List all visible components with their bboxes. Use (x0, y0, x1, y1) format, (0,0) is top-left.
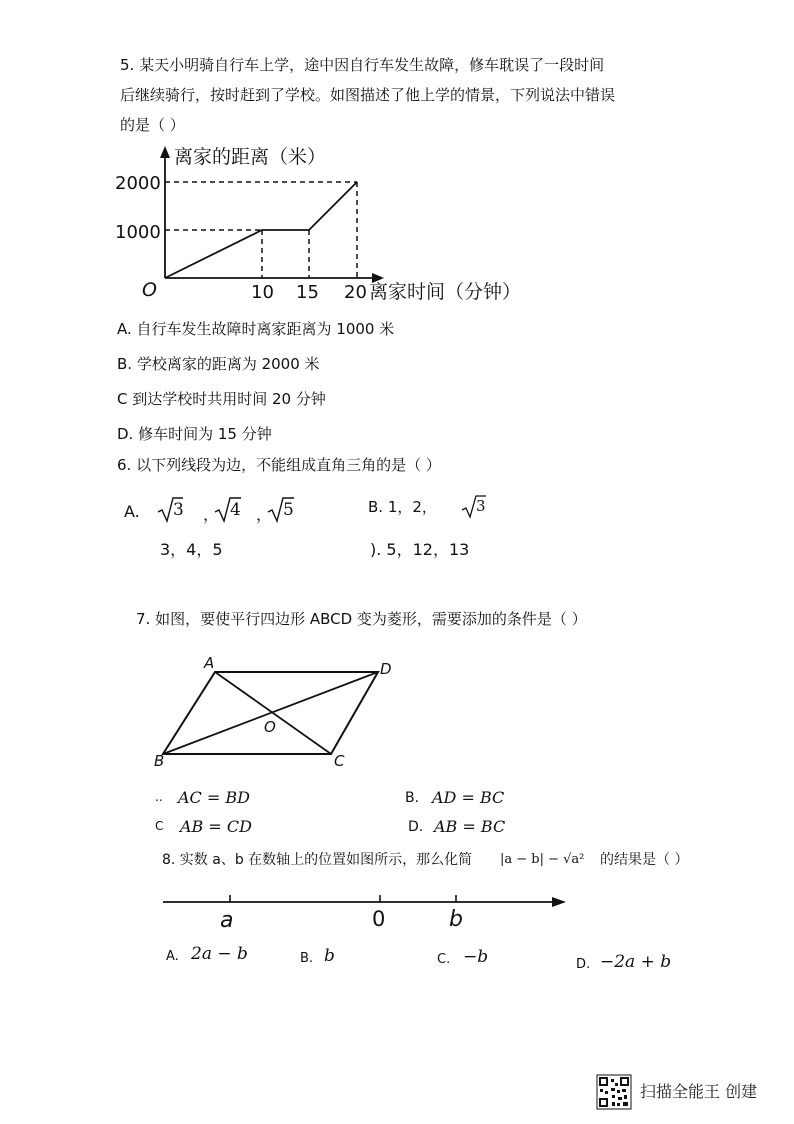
q7-option-d: AB = BC (434, 817, 506, 836)
q5-stem-line3: 的是（ ） (120, 116, 185, 134)
q5-option-b: B. 学校离家的距离为 2000 米 (117, 355, 320, 373)
svg-text:，: ， (256, 505, 273, 524)
q6-stem: 6. 以下列线段为边，不能组成直角三角的是（ ） (117, 456, 441, 474)
q7-option-b-label: B. (405, 790, 420, 806)
q6-option-b: B. 1，2， (368, 498, 437, 516)
vertex-label-b: B (154, 752, 165, 770)
vertex-label-d: D (380, 660, 392, 678)
q8-option-b-label: B. (300, 951, 314, 966)
q7-option-c-label: C (155, 819, 164, 833)
q6-option-a-value-1: 3 (173, 500, 184, 520)
graph-y-tick-2000: 2000 (115, 173, 161, 194)
q5-stem-line2: 后继续骑行，按时赶到了学校。如图描述了他上学的情景，下列说法中错误 (120, 86, 616, 104)
q8-option-d-label: D. (576, 957, 591, 972)
q5-option-c: C 到达学校时共用时间 20 分钟 (117, 390, 326, 408)
numberline-label-b: b (449, 907, 463, 932)
graph-y-tick-1000: 1000 (115, 222, 161, 243)
q6-option-c: 3，4，5 (160, 540, 223, 559)
q8-option-a-label: A. (166, 949, 179, 964)
q7-option-d-label: D. (408, 819, 424, 835)
q5-option-a: A. 自行车发生故障时离家距离为 1000 米 (117, 320, 395, 338)
graph-x-tick-15: 15 (296, 282, 319, 303)
q6-option-b-root: 3 (476, 497, 486, 515)
graph-x-tick-20: 20 (344, 282, 367, 303)
q7-stem: 7. 如图，要使平行四边形 ABCD 变为菱形，需要添加的条件是（ ） (136, 610, 587, 628)
center-label-o: O (264, 718, 276, 736)
q7-option-b: AD = BC (432, 788, 505, 807)
graph-x-axis-label: 离家时间（分钟） (369, 281, 522, 303)
vertex-label-a: A (204, 654, 215, 672)
q8-stem-end: 的结果是（ ） (600, 852, 689, 868)
q8-option-b: b (324, 946, 335, 966)
q8-option-c-label: C. (437, 952, 451, 967)
graph-x-tick-10: 10 (251, 282, 274, 303)
q6-option-a-value-3: 5 (283, 500, 294, 520)
q6-option-d: ). 5，12，13 (370, 540, 470, 559)
q7-option-a-label: .. (155, 790, 163, 804)
q8-option-a: 2a − b (191, 944, 248, 964)
q8-option-c: −b (463, 947, 489, 967)
q7-option-a: AC = BD (178, 788, 250, 807)
numberline-label-zero: 0 (372, 907, 386, 931)
footer-watermark-text: 扫描全能王 创建 (640, 1082, 758, 1101)
q8-stem-text: 8. 实数 a、b 在数轴上的位置如图所示，那么化简 (162, 852, 473, 868)
q6-option-a-label: A. (124, 502, 140, 521)
svg-text:，: ， (203, 505, 220, 524)
q5-stem-line1: 5. 某天小明骑自行车上学，途中因自行车发生故障，修车耽误了一段时间 (120, 56, 605, 74)
q7-option-c: AB = CD (180, 817, 252, 836)
q8-option-d: −2a + b (600, 952, 672, 972)
vertex-label-c: C (334, 752, 345, 770)
graph-origin: O (142, 279, 157, 301)
q8-stem-expression: |a − b| − √a² (500, 852, 585, 867)
graph-y-axis-label: 离家的距离（米） (174, 146, 327, 168)
q5-option-d: D. 修车时间为 15 分钟 (117, 425, 272, 443)
q6-option-a-value-2: 4 (230, 500, 241, 520)
numberline-label-a: a (220, 908, 234, 933)
